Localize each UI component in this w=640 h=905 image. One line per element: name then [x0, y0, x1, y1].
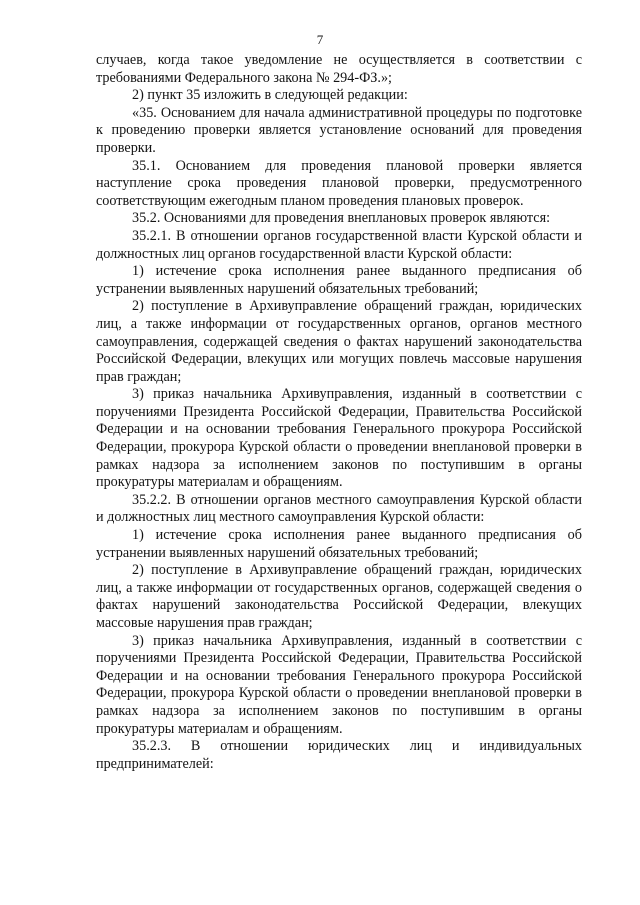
paragraph: 1) истечение срока исполнения ранее выданного предписания об устранении выявленных нарушений обязательных требований; — [96, 527, 582, 561]
paragraph: 35.2.3. В отношении юридических лиц и индивидуальных предпринимателей: — [96, 738, 582, 772]
paragraph: 35.1. Основанием для проведения плановой проверки является наступление срока проведения плановой проверки, предусмотренного соответствующим ежегодным планом проведения плановых проверок. — [96, 157, 582, 209]
paragraph: 1) истечение срока исполнения ранее выданного предписания об устранении выявленных нарушений обязательных требований; — [96, 263, 582, 297]
paragraph: 35.2.2. В отношении органов местного самоуправления Курской области и должностных лиц местного самоуправления Курской области: — [96, 491, 582, 526]
paragraph: 2) поступление в Архивуправление обращений граждан, юридических лиц, а также информации от государственных органов, содержащей сведения о фактах нарушений законодательства Российской Федерации, влекущих массовые нарушения прав граждан; — [96, 562, 582, 631]
paragraph: 3) приказ начальника Архивуправления, изданный в соответствии с поручениями Президента Российской Федерации, Правительства Российской Федерации и на основании требования Генерального прокурора Российской Федерации, прокурора Курской области о проведении внеплановой проверки в рамках надзора за исполнением законов по поступившим в органы прокуратуры материалам и обращениям. — [96, 386, 582, 491]
paragraph: «35. Основанием для начала административной процедуры по подготовке к проведению проверки является установление оснований для проведения проверки. — [96, 104, 582, 156]
paragraph: 35.2.1. В отношении органов государственной власти Курской области и должностных лиц органов государственной власти Курской области: — [96, 227, 582, 262]
document-body — [96, 52, 582, 773]
paragraph: случаев, когда такое уведомление не осуществляется в соответствии с требованиями Федерального закона № 294-ФЗ.»; — [96, 52, 582, 86]
paragraph: 2) пункт 35 изложить в следующей редакции: — [132, 87, 408, 104]
paragraph: 35.2. Основаниями для проведения внеплановых проверок являются: — [132, 210, 551, 227]
paragraph: 2) поступление в Архивуправление обращений граждан, юридических лиц, а также информации от государственных органов, органов местного самоуправления, содержащей сведения о фактах нарушений законодательства Российской Федерации, влекущих или могущих повлечь массовые нарушения прав граждан; — [96, 298, 582, 385]
paragraph: 3) приказ начальника Архивуправления, изданный в соответствии с поручениями Президента Российской Федерации, Правительства Российской Федерации и на основании требования Генерального прокурора Российской Федерации, прокурора Курской области о проведении внеплановой проверки в рамках надзора за исполнением законов по поступившим в органы прокуратуры материалам и обращениям. — [96, 632, 582, 737]
page-number: 7 — [316, 32, 324, 47]
